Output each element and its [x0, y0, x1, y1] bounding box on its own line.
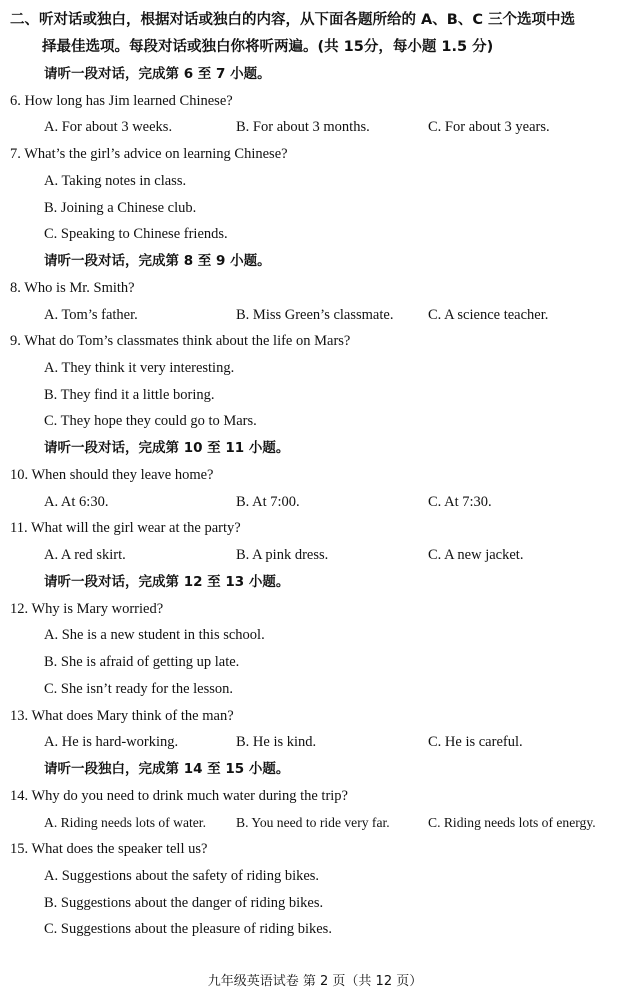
question-15: 15. What does the speaker tell us?	[10, 841, 208, 857]
option-b: B. Suggestions about the danger of riding bikes.	[44, 895, 324, 911]
option-c: C. At 7:30.	[428, 494, 492, 510]
option-b: B. He is kind.	[236, 734, 317, 750]
option-c: C. A science teacher.	[428, 307, 549, 323]
subheading: 请听一段对话，完成第 6 至 7 小题。	[44, 66, 271, 82]
subheading: 请听一段对话，完成第 12 至 13 小题。	[44, 574, 290, 590]
option-a: A. He is hard-working.	[44, 734, 179, 750]
option-b: B. At 7:00.	[236, 494, 300, 510]
option-a: A. Suggestions about the safety of riding bikes.	[44, 868, 320, 884]
option-a: A. Riding needs lots of water.	[44, 815, 206, 830]
option-c: C. He is careful.	[428, 734, 523, 750]
option-c: C. She isn’t ready for the lesson.	[44, 681, 234, 697]
option-c: C. Speaking to Chinese friends.	[44, 226, 228, 242]
page-footer: 九年级英语试卷 第 2 页（共 12 页）	[207, 974, 423, 989]
option-c: C. For about 3 years.	[428, 119, 550, 135]
option-a: A. Tom’s father.	[44, 307, 138, 323]
option-a: A. Taking notes in class.	[44, 173, 187, 189]
option-a: A. For about 3 weeks.	[44, 119, 173, 135]
question-13: 13. What does Mary think of the man?	[10, 708, 234, 724]
subheading: 请听一段独白，完成第 14 至 15 小题。	[44, 761, 290, 777]
option-a: A. A red skirt.	[44, 547, 126, 563]
option-a: A. She is a new student in this school.	[44, 627, 265, 643]
question-14: 14. Why do you need to drink much water during the trip?	[10, 788, 348, 804]
question-10: 10. When should they leave home?	[10, 467, 214, 483]
option-b: B. For about 3 months.	[236, 119, 370, 135]
option-b: B. A pink dress.	[236, 547, 329, 563]
option-b: B. Miss Green’s classmate.	[236, 307, 394, 323]
option-a: A. At 6:30.	[44, 494, 109, 510]
option-a: A. They think it very interesting.	[44, 360, 235, 376]
subheading: 请听一段对话，完成第 10 至 11 小题。	[44, 440, 290, 456]
question-12: 12. Why is Mary worried?	[10, 601, 164, 617]
option-b: B. They find it a little boring.	[44, 387, 215, 403]
question-8: 8. Who is Mr. Smith?	[10, 280, 135, 296]
section-title-cont: 择最佳选项。每段对话或独白你将听两遍。(共 15分，每小题 1.5 分)	[42, 39, 494, 55]
question-6: 6. How long has Jim learned Chinese?	[10, 93, 233, 109]
option-b: B. Joining a Chinese club.	[44, 200, 197, 216]
option-c: C. A new jacket.	[428, 547, 524, 563]
question-9: 9. What do Tom’s classmates think about the life on Mars?	[10, 333, 351, 349]
option-b: B. You need to ride very far.	[236, 815, 390, 830]
option-b: B. She is afraid of getting up late.	[44, 654, 240, 670]
option-c: C. Riding needs lots of energy.	[428, 815, 596, 830]
question-7: 7. What’s the girl’s advice on learning Chinese?	[10, 146, 288, 162]
section-title: 二、听对话或独白，根据对话或独白的内容，从下面各题所给的 A、B、C 三个选项中选	[10, 12, 576, 28]
subheading: 请听一段对话，完成第 8 至 9 小题。	[44, 253, 271, 269]
option-c: C. They hope they could go to Mars.	[44, 413, 257, 429]
option-c: C. Suggestions about the pleasure of riding bikes.	[44, 921, 332, 937]
question-11: 11. What will the girl wear at the party?	[10, 520, 241, 536]
